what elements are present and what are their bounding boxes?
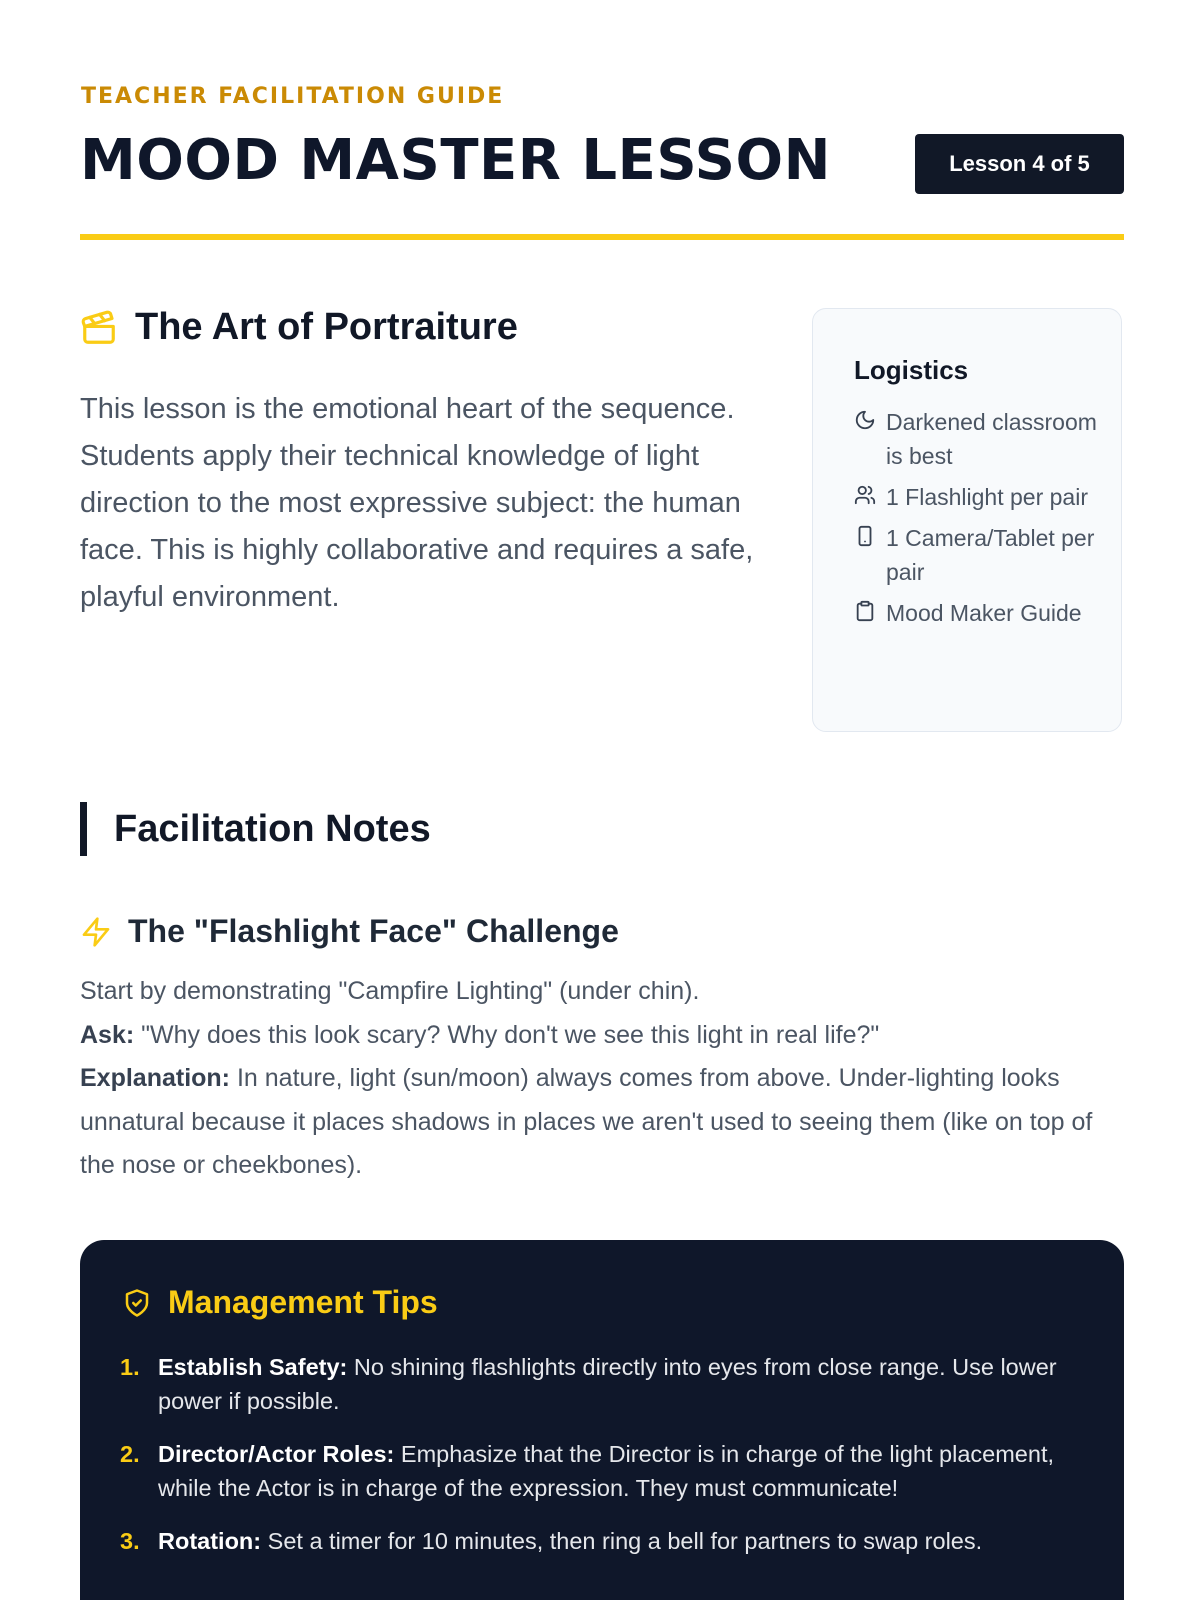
logistics-item [854,596,1104,630]
tip-text: Emphasize that the Director is in charge of the light placement, while the Actor is in charge of the expression. They must communicate! [158,1441,1055,1501]
clipboard-icon [854,600,876,622]
challenge-title: The "Flashlight Face" Challenge [128,913,619,949]
tablet-icon [854,525,876,547]
moon-icon [854,409,876,431]
intro-title: The Art of Portraiture [135,306,518,348]
page-title: MOOD MASTER LESSON [80,128,831,193]
tip-label: Rotation: [158,1528,262,1554]
challenge-body [80,970,1130,1188]
title-divider [80,234,1124,240]
shield-check-icon [122,1288,152,1318]
explanation-label: Explanation: [80,1064,231,1092]
tip-item [120,1350,1080,1418]
tip-text: Set a timer for 10 minutes, then ring a bell for partners to swap roles. [261,1528,983,1554]
tip-number: 1. [120,1354,140,1380]
management-tips-card [80,1240,1124,1600]
tip-label: Director/Actor Roles: [158,1441,395,1467]
logistics-title: Logistics [854,355,969,385]
lesson-badge: Lesson 4 of 5 [915,134,1124,194]
ask-text: "Why does this look scary? Why don't we see this light in real life?" [134,1020,880,1049]
facilitation-heading: Facilitation Notes [80,802,431,856]
explanation-text: In nature, light (sun/moon) always comes from above. Under-lighting looks unnatural because it places shadows in places we aren't used to seeing them (like on top of the nose or cheekbones). [80,1064,1093,1179]
logistics-list [854,405,1104,637]
logistics-item [854,480,1104,514]
management-heading [122,1284,438,1321]
challenge-heading [80,913,619,950]
tip-text: No shining flashlights directly into eyes from close range. Use lower power if possible. [158,1354,1057,1414]
tip-number: 3. [120,1528,140,1554]
lightning-icon [80,916,112,948]
management-title: Management Tips [168,1284,438,1320]
clapperboard-icon [80,309,118,347]
users-icon [854,484,876,506]
management-tips-list [120,1350,1080,1577]
logistics-item [854,521,1104,589]
logistics-card [812,308,1122,732]
tip-number: 2. [120,1441,140,1467]
eyebrow-label: TEACHER FACILITATION GUIDE [81,84,505,109]
tip-item [120,1437,1080,1505]
challenge-intro: Start by demonstrating "Campfire Lighting" (under chin). [80,977,700,1005]
challenge-explanation [80,1057,1130,1188]
intro-heading [80,306,518,349]
intro-paragraph: This lesson is the emotional heart of the sequence. Students apply their technical knowledge of light direction to the most expressive subject: the human face. This is highly collaborative and requires a safe, playful environment. [80,393,754,613]
logistics-item-text: 1 Camera/Tablet per pair [886,525,1095,585]
tip-item [120,1524,1080,1558]
logistics-item-text: Mood Maker Guide [886,600,1082,626]
logistics-item-text: 1 Flashlight per pair [886,484,1088,510]
challenge-ask [80,1014,1130,1058]
tip-label: Establish Safety: [158,1354,348,1380]
logistics-item [854,405,1104,473]
logistics-item-text: Darkened classroom is best [886,409,1097,469]
ask-label: Ask: [80,1020,135,1049]
